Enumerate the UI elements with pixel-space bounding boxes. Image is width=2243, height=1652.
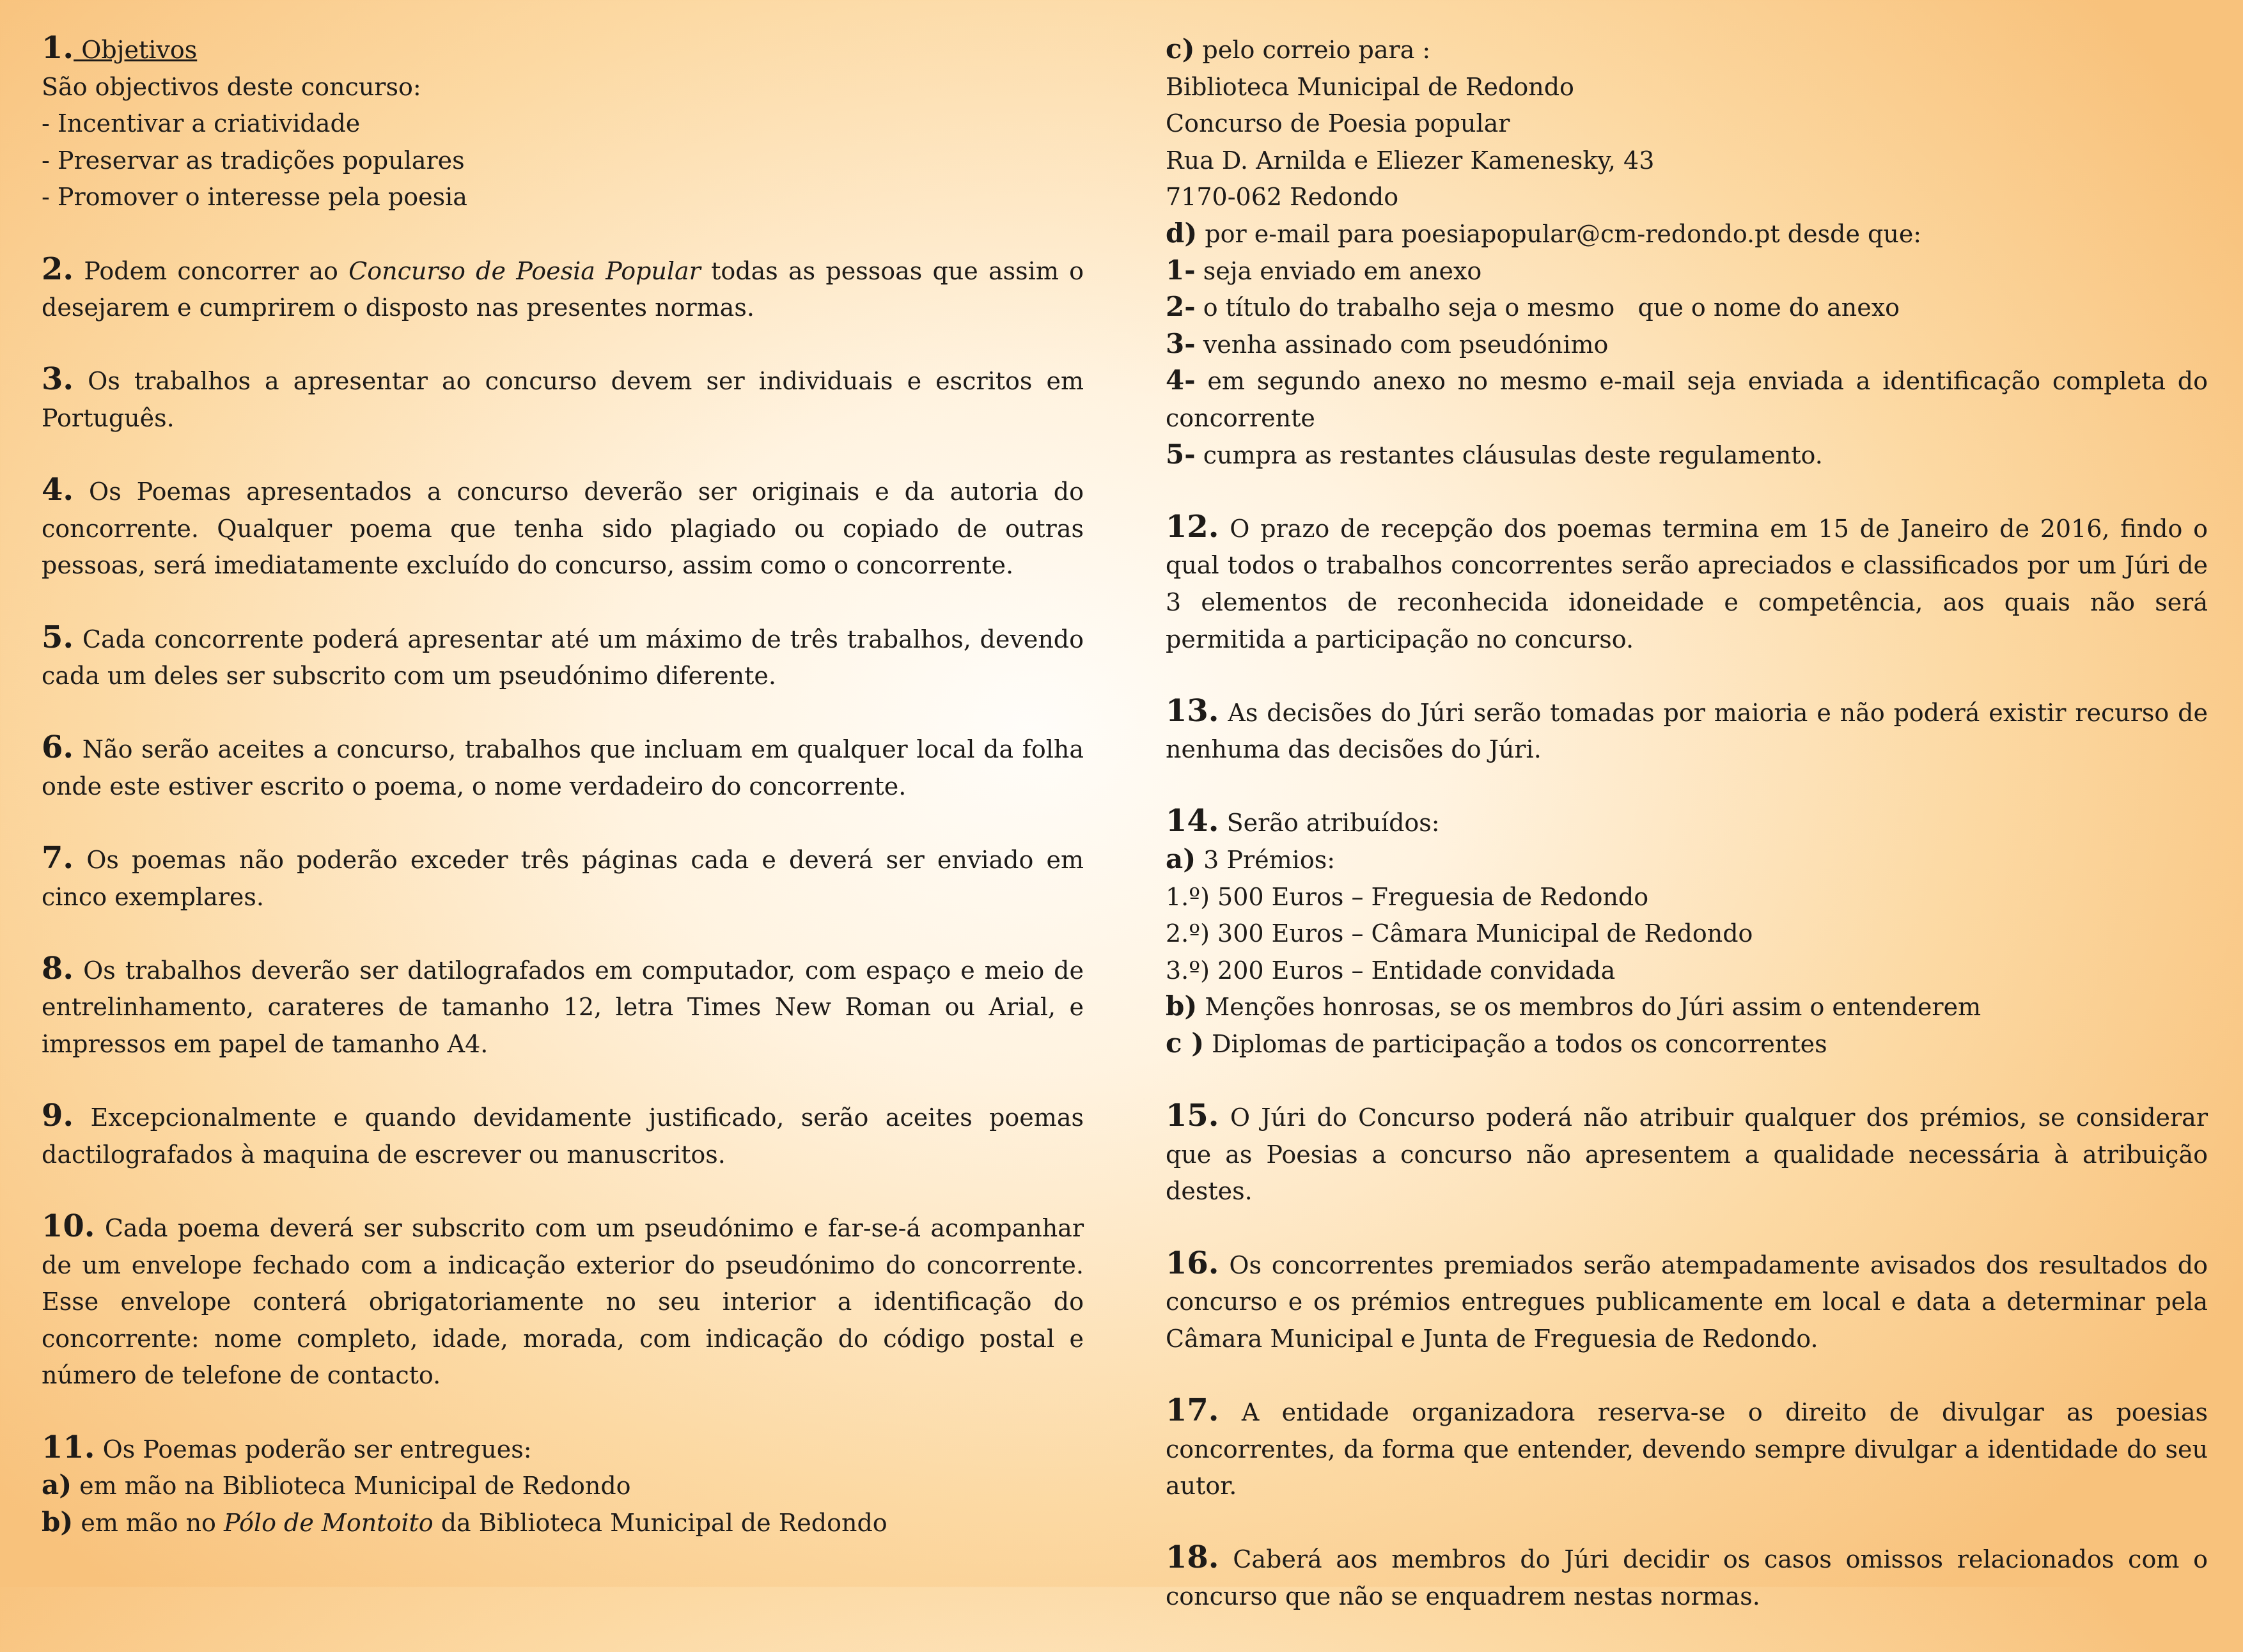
- list-item: - Incentivar a criatividade: [42, 109, 361, 138]
- delivery-option-d: [1166, 216, 2208, 253]
- section-intro: São objectivos deste concurso:: [42, 72, 421, 101]
- section-7: [42, 842, 1084, 916]
- section-text: Podem concorrer ao: [74, 256, 349, 285]
- section-text: Os trabalhos deverão ser datilografados em computador, com espaço e meio de entrelinhamento, carateres de tamanho 12, letra Times New Roman ou Arial, e impressos em papel de tamanho A4.: [42, 956, 1084, 1059]
- section-11-continued: [1166, 32, 2208, 474]
- section-14-prizes: [1166, 805, 2208, 1063]
- section-text: As decisões do Júri serão tomadas por maioria e não poderá existir recurso de nenhuma das decisões do Júri.: [1166, 698, 2208, 764]
- condition-label: 2-: [1166, 291, 1196, 323]
- list-item: - Promover o interesse pela poesia: [42, 183, 467, 212]
- section-text: Os trabalhos a apresentar ao concurso devem ser individuais e escritos em Português.: [42, 367, 1084, 432]
- section-number: 4.: [42, 472, 74, 508]
- section-3: [42, 363, 1084, 437]
- section-10: [42, 1210, 1084, 1394]
- condition-item: [1166, 437, 2208, 474]
- section-number: 12.: [1166, 508, 1219, 545]
- section-16: [1166, 1247, 2208, 1358]
- section-text: Excepcionalmente e quando devidamente justificado, serão aceites poemas dactilografados à maquina de escrever ou manuscritos.: [42, 1103, 1084, 1169]
- section-8: [42, 950, 1084, 1063]
- left-column: [42, 32, 1084, 1578]
- section-9: [42, 1100, 1084, 1173]
- section-text: Cada concorrente poderá apresentar até um máximo de três trabalhos, devendo cada um deles ser subscrito com um pseudónimo diferente.: [42, 625, 1084, 690]
- condition-text: cumpra as restantes cláusulas deste regulamento.: [1195, 440, 1823, 469]
- list-item: - Preservar as tradições populares: [42, 146, 465, 175]
- option-label: a): [42, 1469, 72, 1501]
- award-b: [1166, 989, 2208, 1026]
- section-15: [1166, 1100, 2208, 1210]
- section-number: 6.: [42, 729, 74, 766]
- contest-name: Concurso de Poesia Popular: [348, 256, 701, 285]
- section-number: 2.: [42, 251, 74, 287]
- award-label: b): [1166, 990, 1198, 1022]
- option-label: c): [1166, 33, 1195, 65]
- condition-text: em segundo anexo no mesmo e-mail seja enviada a identificação completa do concorrente: [1166, 367, 2208, 432]
- section-number: 1.: [42, 30, 74, 66]
- condition-text: o título do trabalho seja o mesmo que o nome do anexo: [1195, 293, 1900, 322]
- condition-item: [1166, 290, 2208, 327]
- address-line: Biblioteca Municipal de Redondo: [1166, 72, 1574, 101]
- award-label: c ): [1166, 1027, 1205, 1059]
- section-number: 11.: [42, 1429, 95, 1465]
- condition-text: venha assinado com pseudónimo: [1195, 330, 1609, 359]
- section-text: Os poemas não poderão exceder três páginas cada e deverá ser enviado em cinco exemplares.: [42, 846, 1084, 911]
- prize-item: 3.º) 200 Euros – Entidade convidada: [1166, 956, 1616, 985]
- option-text: em mão no: [73, 1508, 224, 1537]
- award-label: a): [1166, 843, 1196, 875]
- section-number: 18.: [1166, 1539, 1219, 1576]
- delivery-option-b: [42, 1505, 1084, 1542]
- option-text: pelo correio para :: [1194, 36, 1431, 64]
- section-text: Serão atribuídos:: [1219, 809, 1440, 838]
- section-number: 8.: [42, 950, 74, 986]
- section-number: 3.: [42, 361, 74, 398]
- section-text: Cada poema deverá ser subscrito com um pseudónimo e far-se-á acompanhar de um envelope fechado com a indicação exterior do pseudónimo do concorrente. Esse envelope conterá obrigatoriamente no seu interior a identificação do concorrente: nome completo, idade, morada, com indicação do código postal e número de telefone de contacto.: [42, 1214, 1084, 1390]
- section-12: [1166, 508, 2208, 658]
- option-text: por e-mail para poesiapopular@cm-redondo.pt desde que:: [1197, 219, 1922, 248]
- section-number: 15.: [1166, 1098, 1219, 1134]
- award-text: Diplomas de participação a todos os concorrentes: [1204, 1030, 1827, 1059]
- address-line: Rua D. Arnilda e Eliezer Kamenesky, 43: [1166, 146, 1655, 175]
- section-text: Não serão aceites a concurso, trabalhos que incluam em qualquer local da folha onde este estiver escrito o poema, o nome verdadeiro do concorrente.: [42, 735, 1084, 800]
- section-2: [42, 253, 1084, 327]
- section-text: Os Poemas apresentados a concurso deverão ser originais e da autoria do concorrente. Qualquer poema que tenha sido plagiado ou copiado de outras pessoas, será imediatamente excluído do concurso, assim como o concorrente.: [42, 478, 1084, 580]
- delivery-option-a: [42, 1468, 1084, 1505]
- award-c: [1166, 1026, 2208, 1063]
- condition-item: [1166, 363, 2208, 437]
- section-4: [42, 474, 1084, 584]
- section-number: 9.: [42, 1098, 74, 1134]
- condition-label: 5-: [1166, 438, 1196, 470]
- award-text: Menções honrosas, se os membros do Júri assim o entenderem: [1197, 993, 1981, 1022]
- option-text: da Biblioteca Municipal de Redondo: [433, 1508, 887, 1537]
- address-line: 7170-062 Redondo: [1166, 183, 1399, 212]
- section-text: Os concorrentes premiados serão atempadamente avisados dos resultados do concurso e os prémios entregues publicamente em local e data a determinar pela Câmara Municipal e Junta de Freguesia de Redondo.: [1166, 1251, 2208, 1353]
- section-18: [1166, 1541, 2208, 1615]
- section-number: 14.: [1166, 803, 1219, 839]
- delivery-option-c: [1166, 32, 2208, 69]
- option-label: d): [1166, 217, 1198, 249]
- condition-item: [1166, 327, 2208, 364]
- section-text: O Júri do Concurso poderá não atribuir qualquer dos prémios, se considerar que as Poesias a concurso não apresentem a qualidade necessária à atribuição destes.: [1166, 1103, 2208, 1206]
- section-number: 7.: [42, 840, 74, 877]
- prize-item: 2.º) 300 Euros – Câmara Municipal de Redondo: [1166, 919, 1753, 948]
- section-text: todas as pessoas que assim o desejarem e cumprirem o disposto nas presentes normas.: [42, 256, 1084, 322]
- condition-item: [1166, 253, 2208, 290]
- section-5: [42, 621, 1084, 695]
- condition-label: 4-: [1166, 364, 1196, 396]
- section-number: 17.: [1166, 1392, 1219, 1428]
- section-text: Caberá aos membros do Júri decidir os casos omissos relacionados com o concurso que não se enquadrem nestas normas.: [1166, 1545, 2208, 1610]
- section-1-objectives: [42, 32, 1084, 216]
- section-number: 10.: [42, 1208, 95, 1244]
- award-text: 3 Prémios:: [1196, 846, 1336, 875]
- option-place: Pólo de Montoito: [224, 1508, 434, 1537]
- option-text: em mão na Biblioteca Municipal de Redondo: [72, 1472, 631, 1500]
- award-a: [1166, 842, 2208, 879]
- section-number: 13.: [1166, 692, 1219, 729]
- section-number: 5.: [42, 619, 74, 655]
- section-text: O prazo de recepção dos poemas termina em 15 de Janeiro de 2016, findo o qual todos o trabalhos concorrentes serão apreciados e classificados por um Júri de 3 elementos de reconhecida idoneidade e competência, aos quais não será permitida a participação no concurso.: [1166, 514, 2208, 653]
- section-text: A entidade organizadora reserva-se o direito de divulgar as poesias concorrentes, da forma que entender, devendo sempre divulgar a identidade do seu autor.: [1166, 1398, 2208, 1500]
- prize-item: 1.º) 500 Euros – Freguesia de Redondo: [1166, 882, 1649, 911]
- section-heading: Objetivos: [74, 36, 198, 64]
- section-text: Os Poemas poderão ser entregues:: [95, 1435, 532, 1463]
- right-column: [1166, 32, 2208, 1652]
- condition-text: seja enviado em anexo: [1195, 256, 1482, 285]
- condition-label: 1-: [1166, 254, 1196, 286]
- address-line: Concurso de Poesia popular: [1166, 109, 1510, 138]
- section-11: [42, 1431, 1084, 1542]
- section-number: 16.: [1166, 1245, 1219, 1281]
- condition-label: 3-: [1166, 327, 1196, 359]
- section-6: [42, 731, 1084, 805]
- option-label: b): [42, 1506, 74, 1538]
- section-17: [1166, 1394, 2208, 1505]
- section-13: [1166, 692, 2208, 768]
